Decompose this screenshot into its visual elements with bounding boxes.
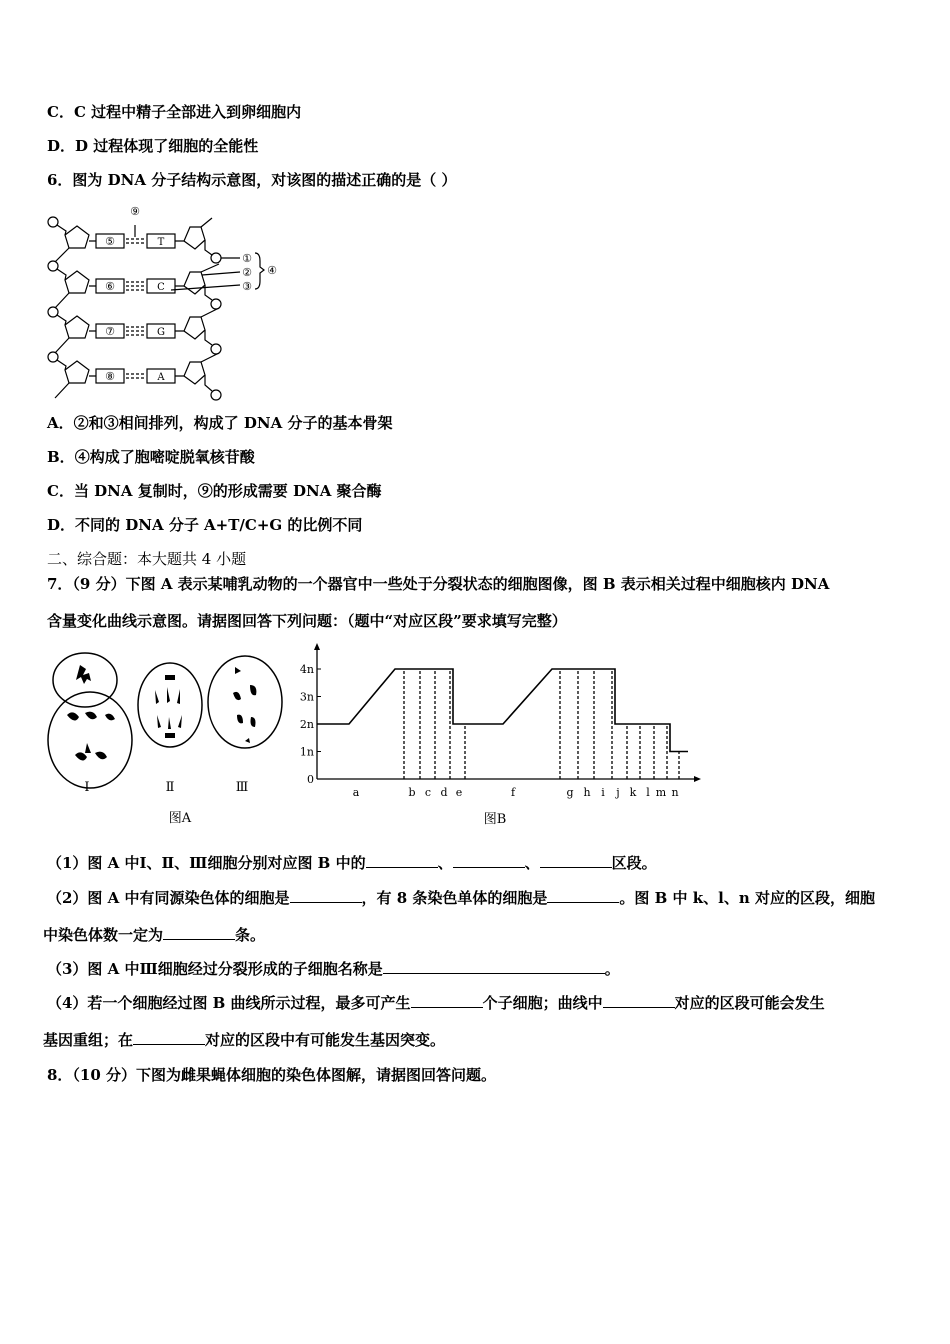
base-label: A — [157, 372, 165, 383]
text: 中染色体数一定为 — [43, 926, 164, 944]
segment-label: j — [616, 786, 620, 799]
q5-option-c — [47, 102, 301, 122]
q6-stem: 6．图为 DNA 分子结构示意图，对该图的描述正确的是（ ） — [47, 171, 457, 189]
option-text: ④构成了胞嘧啶脱氧核苷酸 — [74, 448, 255, 466]
q7-sub4-cont — [43, 1030, 445, 1050]
q5-option-d — [47, 136, 258, 156]
dna-structure-diagram — [40, 195, 290, 405]
segment-label: i — [601, 786, 605, 799]
part-label: ② — [242, 266, 252, 279]
part-label: ① — [242, 252, 252, 265]
hydrogen-bond-label: ⑨ — [130, 205, 140, 218]
segment-label: l — [646, 786, 650, 799]
answer-blank[interactable] — [383, 959, 605, 974]
text: （4）若一个细胞经过图 B 曲线所示过程，最多可产生 — [47, 994, 411, 1012]
segment-label: k — [629, 786, 637, 799]
chart-title: 图B — [483, 812, 507, 827]
answer-blank[interactable] — [411, 993, 483, 1008]
answer-blank[interactable] — [366, 853, 438, 868]
q6-option-c — [47, 481, 382, 501]
y-tick-label: 1n — [299, 745, 314, 759]
answer-blank[interactable] — [133, 1030, 205, 1045]
option-label: B． — [47, 448, 75, 466]
text: 基因重组；在 — [43, 1031, 134, 1049]
q7-sub1 — [47, 853, 657, 873]
figure-a-cells — [45, 645, 290, 830]
text: 、 — [524, 854, 540, 872]
text: 。 — [604, 960, 620, 978]
base-label: C — [157, 282, 165, 293]
segment-label: e — [455, 786, 463, 799]
segment-label: b — [408, 786, 416, 799]
text: 。图 B 中 k、l、n 对应的区段，细胞 — [619, 889, 875, 907]
segment-label: g — [566, 786, 574, 799]
option-label: C． — [47, 482, 74, 500]
q7-sub4 — [47, 993, 825, 1013]
answer-blank[interactable] — [163, 925, 235, 940]
segment-label: a — [352, 786, 360, 799]
y-tick-label: 4n — [299, 663, 314, 676]
q8-stem: 8．（10 分）下图为雌果蝇体细胞的染色体图解，请据图回答问题。 — [47, 1066, 497, 1084]
option-text: 不同的 DNA 分子 A+T/C+G 的比例不同 — [75, 516, 363, 534]
q6-option-d — [47, 515, 362, 535]
y-tick-label: 2n — [299, 718, 314, 731]
option-text: C 过程中精子全部进入到卵细胞内 — [73, 103, 302, 121]
answer-blank[interactable] — [540, 853, 612, 868]
segment-label: c — [424, 786, 432, 799]
base-label: T — [157, 237, 165, 248]
q7-sub2-cont — [43, 925, 265, 945]
base-label: G — [157, 327, 165, 338]
option-text: 当 DNA 复制时，⑨的形成需要 DNA 聚合酶 — [73, 482, 382, 500]
segment-label: h — [583, 786, 591, 799]
answer-blank[interactable] — [603, 993, 675, 1008]
x-axis-arrow — [694, 776, 701, 782]
q6-option-a — [47, 413, 392, 433]
y-tick-label: 0 — [307, 773, 314, 786]
option-label: C． — [47, 103, 74, 121]
text: 对应的区段中有可能发生基因突变。 — [205, 1031, 446, 1049]
answer-blank[interactable] — [290, 888, 362, 903]
y-axis-arrow — [314, 643, 320, 650]
text: （3）图 A 中Ⅲ细胞经过分裂形成的子细胞名称是 — [47, 960, 383, 978]
option-text: D 过程体现了细胞的全能性 — [75, 137, 259, 155]
base-label: ⑤ — [105, 235, 115, 248]
base-label: ⑥ — [105, 280, 115, 293]
part-label: ④ — [267, 264, 277, 277]
figure-b-dna-chart — [290, 640, 710, 830]
text: 、 — [437, 854, 453, 872]
text: 个子细胞；曲线中 — [482, 994, 603, 1012]
q7-sub2 — [47, 888, 875, 908]
base-label: ⑧ — [105, 370, 115, 383]
q7-stem-line2: 含量变化曲线示意图。请据图回答下列问题：（题中“对应区段”要求填写完整） — [47, 612, 567, 630]
text: 区段。 — [611, 854, 657, 872]
q7-sub3 — [47, 959, 620, 979]
option-label: A． — [47, 414, 74, 432]
base-label: ⑦ — [105, 325, 115, 338]
part-label: ③ — [242, 280, 252, 293]
cell-label-2: Ⅱ — [165, 780, 175, 795]
cell-label-1: Ⅰ — [84, 780, 90, 795]
y-tick-label: 3n — [299, 690, 314, 704]
answer-blank[interactable] — [453, 853, 525, 868]
segment-label: n — [671, 786, 679, 799]
text: （1）图 A 中Ⅰ、Ⅱ、Ⅲ细胞分别对应图 B 中的 — [47, 854, 366, 872]
segment-label: f — [510, 786, 516, 799]
text: （2）图 A 中有同源染色体的细胞是 — [47, 889, 290, 907]
q6-option-b — [47, 447, 255, 467]
text: 条。 — [235, 926, 266, 944]
text: 对应的区段可能会发生 — [674, 994, 825, 1012]
dna-content-line — [317, 669, 688, 752]
option-label: D． — [47, 516, 76, 534]
segment-label: d — [440, 786, 448, 799]
option-label: D． — [47, 137, 76, 155]
option-text: ②和③相间排列，构成了 DNA 分子的基本骨架 — [73, 414, 393, 432]
figure-a-caption: 图A — [168, 811, 192, 826]
q7-stem-line1: 7．（9 分）下图 A 表示某哺乳动物的一个器官中一些处于分裂状态的细胞图像，图 B 表示相关过程中细胞核内 DNA — [47, 575, 830, 593]
answer-blank[interactable] — [547, 888, 619, 903]
text: ，有 8 条染色单体的细胞是 — [361, 889, 548, 907]
segment-label: m — [655, 786, 667, 799]
cell-label-3: Ⅲ — [235, 780, 249, 795]
section-heading: 二、综合题：本大题共 4 小题 — [47, 550, 247, 568]
